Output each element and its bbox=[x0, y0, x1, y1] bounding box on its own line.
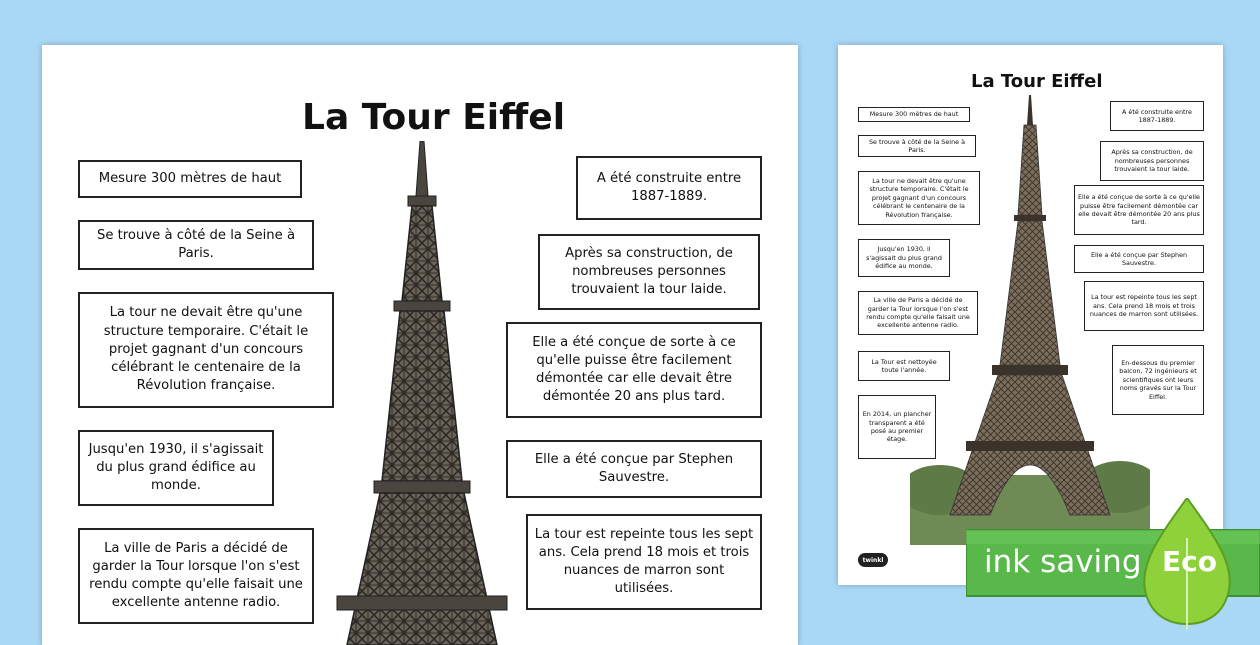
fact-box: La tour est repeinte tous les sept ans. Cela prend 18 mois et trois nuances de marron sont utilisées. bbox=[526, 514, 762, 610]
fact-box: La ville de Paris a décidé de garder la Tour lorsque l'on s'est rendu compte qu'elle faisait une excellente antenne radio. bbox=[78, 528, 314, 624]
fact-box: Elle a été conçue de sorte à ce qu'elle puisse être facilement démontée car elle devait être démontée 20 ans plus tard. bbox=[506, 322, 762, 418]
fact-box: Jusqu'en 1930, il s'agissait du plus grand édifice au monde. bbox=[78, 430, 274, 506]
fact-box-small: Jusqu'en 1930, il s'agissait du plus grand édifice au monde. bbox=[858, 239, 950, 277]
fact-box: A été construite entre 1887-1889. bbox=[576, 156, 762, 220]
fact-box-small: En-dessous du premier balcon, 72 ingénieurs et scientifiques ont leurs noms gravés sur la Tour Eiffel. bbox=[1112, 345, 1204, 415]
fact-box: Elle a été conçue par Stephen Sauvestre. bbox=[506, 440, 762, 498]
fact-box: La tour ne devait être qu'une structure temporaire. C'était le projet gagnant d'un concours célébrant le centenaire de la Révolution française. bbox=[78, 292, 334, 408]
eiffel-tower-illustration bbox=[332, 141, 512, 645]
fact-box-small: La ville de Paris a décidé de garder la Tour lorsque l'on s'est rendu compte qu'elle faisait une excellente antenne radio. bbox=[858, 291, 978, 335]
fact-box-small: Elle a été conçue de sorte à ce qu'elle puisse être facilement démontée car elle devait être démontée 20 ans plus tard. bbox=[1074, 185, 1204, 235]
fact-box-small: La tour est repeinte tous les sept ans. Cela prend 18 mois et trois nuances de marron sont utilisées. bbox=[1084, 281, 1204, 331]
fact-box-small: La tour ne devait être qu'une structure temporaire. C'était le projet gagnant d'un concours célébrant le centenaire de la Révolution française. bbox=[858, 171, 980, 225]
worksheet-preview-large bbox=[42, 45, 798, 645]
worksheet-title: La Tour Eiffel bbox=[302, 97, 566, 138]
fact-box: Après sa construction, de nombreuses personnes trouvaient la tour laide. bbox=[538, 234, 760, 310]
fact-box-small: La Tour est nettoyée toute l'année. bbox=[858, 351, 950, 381]
fact-box-small: A été construite entre 1887-1889. bbox=[1110, 101, 1204, 131]
twinkl-logo: twinkl bbox=[858, 553, 888, 567]
fact-box-small: Mesure 300 mètres de haut bbox=[858, 107, 970, 122]
fact-box-small: En 2014, un plancher transparent a été posé au premier étage. bbox=[858, 395, 936, 459]
fact-box-small: Après sa construction, de nombreuses personnes trouvaient la tour laide. bbox=[1100, 141, 1204, 181]
fact-box-small: Se trouve à côté de la Seine à Paris. bbox=[858, 135, 976, 157]
fact-box-small: Elle a été conçue par Stephen Sauvestre. bbox=[1074, 245, 1204, 273]
eco-label: Eco bbox=[1162, 545, 1217, 578]
ink-saving-label: ink saving bbox=[984, 544, 1142, 580]
fact-box: Se trouve à côté de la Seine à Paris. bbox=[78, 220, 314, 270]
worksheet-title-small: La Tour Eiffel bbox=[971, 71, 1103, 92]
fact-box: Mesure 300 mètres de haut bbox=[78, 160, 302, 198]
